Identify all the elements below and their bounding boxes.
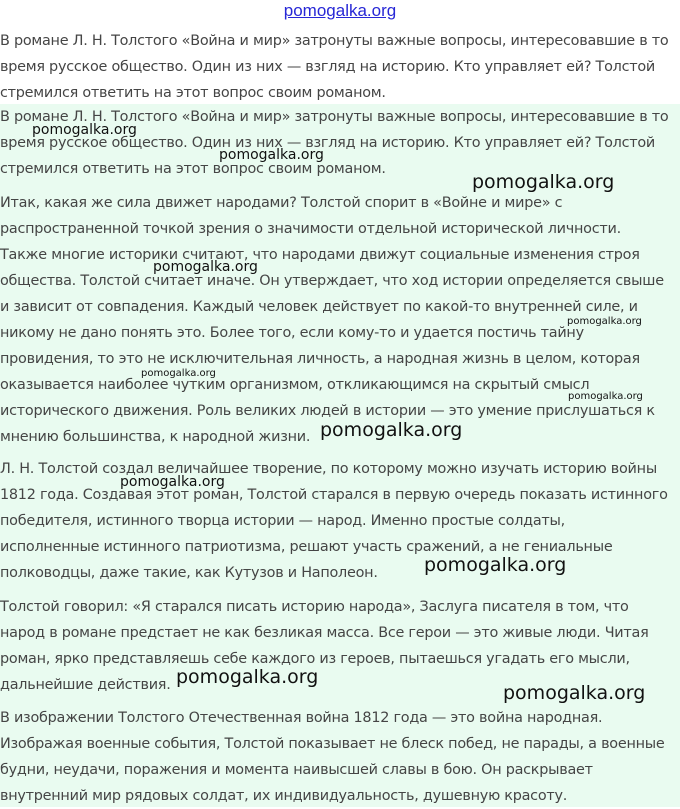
watermark: pomogalka.org [424,554,567,576]
watermark: pomogalka.org [32,122,137,138]
essay-paragraph [0,705,680,809]
text-line: В романе Л. Н. Толстого «Война и мир» затронуты важные вопросы, интересовавшие в то [0,109,669,125]
text-line: оказывается наиболее чутким организмом, откликающимся на скрытый смысл [0,377,590,393]
watermark: pomogalka.org [320,419,463,441]
text-line: Л. Н. Толстой создал величайшее творение, по которому можно изучать историю войны [0,461,657,477]
text-line: стремился ответить на этот вопрос своим романом. [0,161,386,177]
watermark: pomogalka.org [472,171,615,193]
text-line: В романе Л. Н. Толстого «Война и мир» затронуты важные вопросы, интересовавшие в то [0,33,669,49]
site-link[interactable]: pomogalka.org [283,1,397,20]
watermark: pomogalka.org [120,474,225,490]
essay-paragraph [0,456,680,586]
watermark: pomogalka.org [141,368,216,379]
text-line: провидения, то это не исключительная личность, а народная жизнь в целом, которая [0,351,640,367]
watermark: pomogalka.org [503,682,646,704]
text-line: В изображении Толстого Отечественная война 1812 года — это война народная. [0,710,603,726]
text-line: роман, ярко представляешь себе каждого из героев, пытаешься угадать его мысли, [0,651,630,667]
text-line: распространенной точкой зрения о значимости отдельной исторической личности. [0,221,621,237]
intro-paragraph [0,28,680,106]
site-header [0,0,680,26]
text-line: время русское общество. Один из них — взгляд на историю. Кто управляет ей? Толстой [0,59,656,75]
text-line: 1812 года. Создавая этот роман, Толстой старался в первую очередь показать истинного [0,487,668,503]
text-line: мнению большинства, к народной жизни. [0,429,311,445]
watermark: pomogalka.org [219,147,324,163]
text-line: стремился ответить на этот вопрос своим романом. [0,85,386,101]
text-line: и зависит от совпадения. Каждый человек действует по какой-то внутренней силе, и [0,299,638,315]
text-line: исторического движения. Роль великих людей в истории — это умение прислушаться к [0,403,655,419]
text-line: победителя, истинного творца истории — народ. Именно простые солдаты, [0,513,565,529]
text-line: дальнейшие действия. [0,677,171,693]
text-line: народ в романе предстает не как безликая масса. Все герои — это живые люди. Читая [0,625,649,641]
watermark: pomogalka.org [153,259,258,275]
text-line: Толстой говорил: «Я старался писать историю народа», Заслуга писателя в том, что [0,599,629,615]
text-line: никому не дано понять это. Более того, если кому-то и удается постичь тайну [0,325,584,341]
text-line: будни, неудачи, поражения и момента наивысшей славы в бою. Он раскрывает [0,762,593,778]
text-line: время русское общество. Один из них — взгляд на историю. Кто управляет ей? Толстой [0,135,656,151]
intro-section [0,26,680,104]
text-line: внутренний мир рядовых солдат, их индивидуальность, душевную красоту. [0,788,568,804]
watermark: pomogalka.org [176,666,319,688]
text-line: исполненные истинного патриотизма, решают участь сражений, а не гениальные [0,539,613,555]
text-line: Изображая военные события, Толстой показывает не блеск побед, не парады, а военные [0,736,665,752]
text-line: общества. Толстой считает иначе. Он утверждает, что ход истории определяется свыше [0,273,664,289]
text-line: полководцы, даже такие, как Кутузов и Наполеон. [0,565,378,581]
text-line: Итак, какая же сила движет народами? Толстой спорит в «Войне и мире» с [0,195,563,211]
text-line: Также многие историки считают, что народами движут социальные изменения строя [0,247,640,263]
watermark: pomogalka.org [568,391,643,402]
watermark: pomogalka.org [567,316,642,327]
